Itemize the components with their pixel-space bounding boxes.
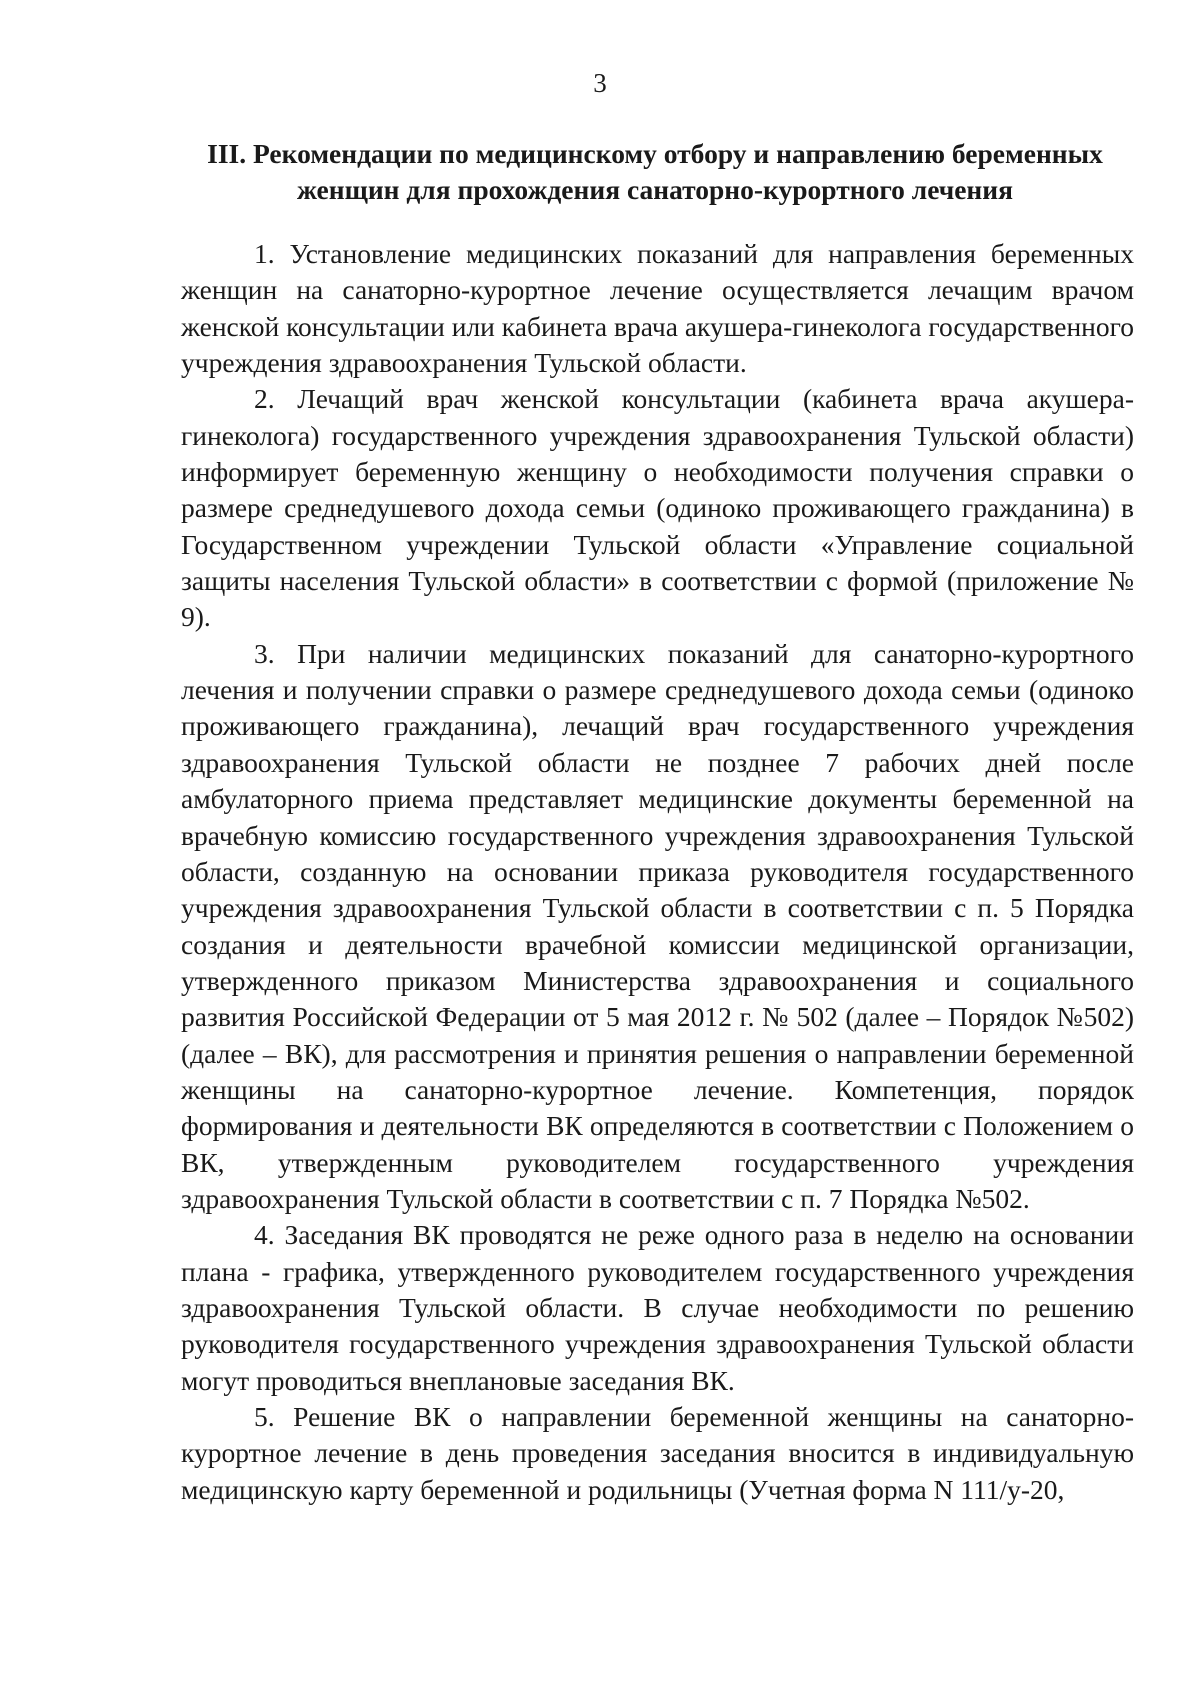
section-heading [175, 136, 1135, 208]
paragraph-5: 5. Решение ВК о направлении беременной женщины на санаторно-курортное лечение в день проведения заседания вносится в индивидуальную медицинскую карту беременной и родильницы (Учетная форма N 111/у-20, [181, 1401, 1134, 1505]
document-body [181, 236, 1134, 1508]
section-heading-line-1: III. Рекомендации по медицинскому отбору и направлению беременных [207, 138, 1103, 169]
paragraph-1: 1. Установление медицинских показаний для направления беременных женщин на санаторно-курортное лечение осуществляется лечащим врачом женской консультации или кабинета врача акушера-гинеколога государственного учреждения здравоохранения Тульской области. [181, 238, 1134, 379]
section-heading-line-2: женщин для прохождения санаторно-курортного лечения [296, 174, 1014, 205]
paragraph-4: 4. Заседания ВК проводятся не реже одного раза в неделю на основании плана - графика, утвержденного руководителем государственного учреждения здравоохранения Тульской области. В случае необходимости по решению руководителя государственного учреждения здравоохранения Тульской области могут проводиться внеплановые заседания ВК. [181, 1219, 1134, 1396]
paragraph-3: 3. При наличии медицинских показаний для санаторно-курортного лечения и получении справки о размере среднедушевого дохода семьи (одиноко проживающего гражданина), лечащий врач государственного учреждения здравоохранения Тульской области не позднее 7 рабочих дней после амбулаторного приема представляет медицинские документы беременной на врачебную комиссию государственного учреждения здравоохранения Тульской области, созданную на основании приказа руководителя государственного учреждения здравоохранения Тульской области в соответствии с п. 5 Порядка создания и деятельности врачебной комиссии медицинской организации, утвержденного приказом Министерства здравоохранения и социального развития Российской Федерации от 5 мая 2012 г. № 502 (далее – Порядок №502) (далее – ВК), для рассмотрения и принятия решения о направлении беременной женщины на санаторно-курортное лечение. Компетенция, порядок формирования и деятельности ВК определяются в соответствии с Положением о ВК, утвержденным руководителем государственного учреждения здравоохранения Тульской области в соответствии с п. 7 Порядка №502. [181, 637, 1134, 1214]
paragraph-2: 2. Лечащий врач женской консультации (кабинета врача акушера-гинеколога) государственного учреждения здравоохранения Тульской области) информирует беременную женщину о необходимости получения справки о размере среднедушевого дохода семьи (одиноко проживающего гражданина) в Государственном учреждении Тульской области «Управление социальной защиты населения Тульской области» в соответствии с формой (приложение № 9). [181, 383, 1134, 633]
page-number: 3 [593, 68, 607, 98]
